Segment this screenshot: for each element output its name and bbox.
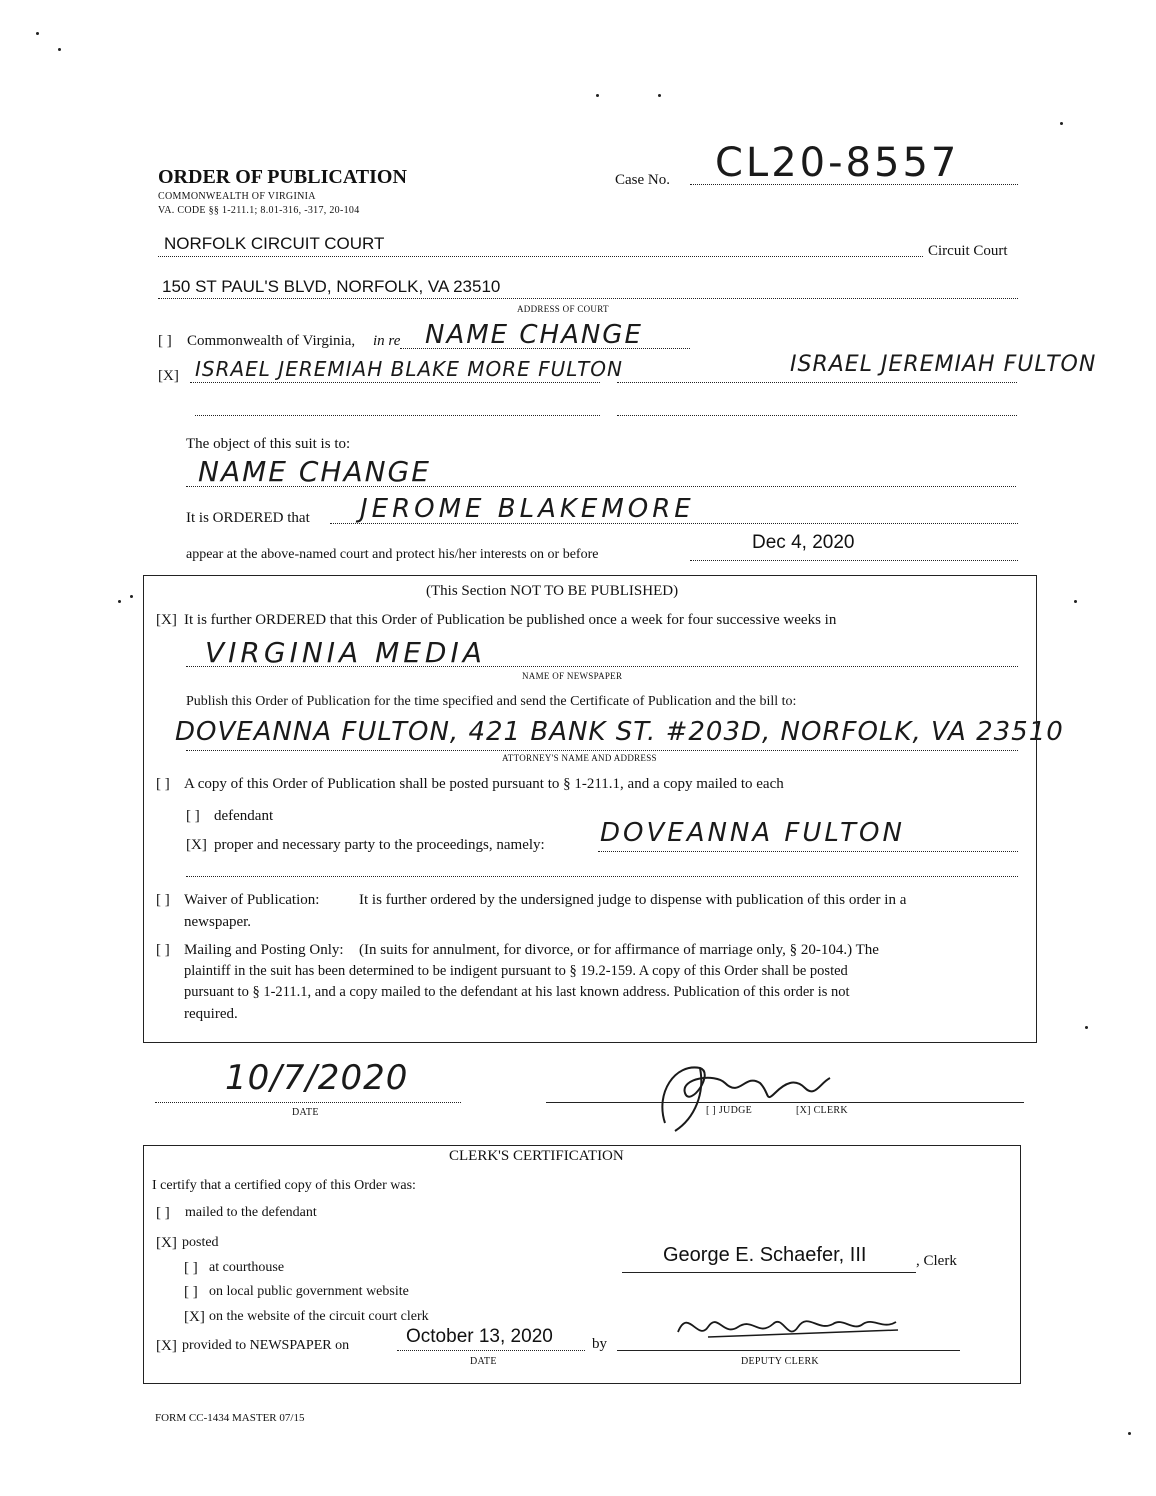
party-proceedings-text: proper and necessary party to the proceedings, namely: bbox=[214, 837, 545, 853]
provided-date-line bbox=[397, 1350, 585, 1351]
waiver-checkbox: [ ] bbox=[156, 892, 170, 908]
courthouse-label: at courthouse bbox=[209, 1260, 285, 1275]
provided-checkbox: [X] bbox=[156, 1338, 177, 1354]
party-left-line bbox=[190, 382, 600, 383]
waiver-text: It is further ordered by the undersigned judge to dispense with publication of this order in a bbox=[359, 892, 907, 908]
mailing-title: Mailing and Posting Only: bbox=[184, 942, 344, 958]
waiver-title: Waiver of Publication: bbox=[184, 892, 320, 908]
mailing-checkbox: [ ] bbox=[156, 942, 170, 958]
commonwealth-checkbox: [ ] bbox=[158, 333, 172, 349]
certification-heading: CLERK'S CERTIFICATION bbox=[449, 1148, 624, 1164]
appear-date: Dec 4, 2020 bbox=[752, 532, 855, 553]
provided-date-caption: DATE bbox=[470, 1356, 497, 1367]
appear-date-line bbox=[690, 560, 1018, 561]
clerk-name-line bbox=[622, 1272, 916, 1273]
by-label: by bbox=[592, 1336, 607, 1352]
waiver-text-2: newspaper. bbox=[184, 914, 252, 930]
judge-signature bbox=[645, 1053, 855, 1133]
scan-speck bbox=[1085, 1026, 1088, 1029]
object-line bbox=[186, 486, 1016, 487]
party-checkbox: [X] bbox=[158, 368, 179, 384]
defendant-label: defendant bbox=[214, 808, 274, 824]
mailing-line-2: plaintiff in the suit has been determined to be indigent pursuant to § 19.2-159. A copy of this Order shall be posted bbox=[184, 963, 848, 979]
case-label: Case No. bbox=[615, 172, 670, 188]
scan-speck bbox=[36, 32, 39, 35]
posting-checkbox: [ ] bbox=[156, 776, 170, 792]
posted-checkbox: [X] bbox=[156, 1235, 177, 1251]
address-caption: ADDRESS OF COURT bbox=[517, 304, 609, 314]
publication-section-heading: (This Section NOT TO BE PUBLISHED) bbox=[426, 583, 679, 599]
further-ordered-text: It is further ORDERED that this Order of Publication be published once a week for four successive weeks in bbox=[184, 612, 837, 628]
attorney-caption: ATTORNEY'S NAME AND ADDRESS bbox=[502, 753, 657, 763]
party-proceedings-line-2 bbox=[186, 876, 1018, 877]
commonwealth-text: Commonwealth of Virginia, bbox=[187, 333, 356, 349]
deputy-clerk-line bbox=[617, 1350, 960, 1351]
appear-text: appear at the above-named court and protect his/her interests on or before bbox=[186, 547, 599, 562]
party-proceedings-line bbox=[598, 851, 1018, 852]
deputy-clerk-caption: DEPUTY CLERK bbox=[741, 1356, 819, 1367]
court-address: 150 ST PAUL'S BLVD, NORFOLK, VA 23510 bbox=[162, 277, 501, 296]
party-left-line-2 bbox=[195, 415, 600, 416]
scan-speck bbox=[1074, 600, 1077, 603]
ordered-label: It is ORDERED that bbox=[186, 510, 310, 526]
attorney-name-address: DOVEANNA FULTON, 421 BANK ST. #203D, NORFOLK, VA 23510 bbox=[175, 717, 1064, 747]
va-code: VA. CODE §§ 1-211.1; 8.01-316, -317, 20-104 bbox=[158, 205, 360, 216]
signature-date-line bbox=[155, 1102, 461, 1103]
clerk-suffix: , Clerk bbox=[916, 1253, 957, 1269]
scan-speck bbox=[658, 94, 661, 97]
clerk-website-checkbox: [X] bbox=[184, 1309, 205, 1325]
gov-website-checkbox: [ ] bbox=[184, 1284, 198, 1300]
provided-date: October 13, 2020 bbox=[406, 1326, 553, 1347]
judge-signature-line bbox=[546, 1102, 1024, 1103]
clerk-name: George E. Schaefer, III bbox=[663, 1244, 867, 1266]
in-re-label: in re bbox=[373, 333, 401, 349]
form-title: ORDER OF PUBLICATION bbox=[158, 166, 407, 188]
court-address-line bbox=[158, 298, 1018, 299]
posting-text: A copy of this Order of Publication shall be posted pursuant to § 1-211.1, and a copy mailed to each bbox=[184, 776, 784, 792]
commonwealth-label: COMMONWEALTH OF VIRGINIA bbox=[158, 191, 316, 202]
scan-speck bbox=[1060, 122, 1063, 125]
circuit-court-suffix: Circuit Court bbox=[928, 243, 1008, 259]
signature-date: 10/7/2020 bbox=[225, 1058, 409, 1098]
form-number: FORM CC-1434 MASTER 07/15 bbox=[155, 1412, 305, 1424]
newspaper-line bbox=[186, 666, 1018, 667]
party-left-name: ISRAEL JEREMIAH BLAKE MORE FULTON bbox=[195, 357, 623, 381]
party-right-line bbox=[617, 382, 1017, 383]
in-re-value: NAME CHANGE bbox=[425, 320, 643, 350]
court-name-line bbox=[158, 256, 923, 257]
party-right-line-2 bbox=[617, 415, 1017, 416]
mailed-label: mailed to the defendant bbox=[185, 1205, 317, 1220]
ordered-value: JEROME BLAKEMORE bbox=[360, 494, 695, 524]
provided-label: provided to NEWSPAPER on bbox=[182, 1338, 350, 1353]
scan-speck bbox=[1128, 1432, 1131, 1435]
clerk-checkbox-label: [X] CLERK bbox=[796, 1105, 848, 1116]
deputy-clerk-signature bbox=[668, 1302, 908, 1352]
scan-speck bbox=[596, 94, 599, 97]
newspaper-caption: NAME OF NEWSPAPER bbox=[522, 671, 623, 681]
object-value: NAME CHANGE bbox=[198, 455, 431, 488]
mailing-line-4: required. bbox=[184, 1006, 238, 1022]
party-proceedings-name: DOVEANNA FULTON bbox=[600, 818, 905, 848]
scan-speck bbox=[118, 600, 121, 603]
further-checkbox: [X] bbox=[156, 612, 177, 628]
scan-speck bbox=[58, 48, 61, 51]
defendant-checkbox: [ ] bbox=[186, 808, 200, 824]
attorney-line bbox=[186, 750, 1018, 751]
newspaper-name: VIRGINIA MEDIA bbox=[205, 636, 486, 669]
object-label: The object of this suit is to: bbox=[186, 436, 351, 452]
signature-date-caption: DATE bbox=[292, 1107, 319, 1118]
mailed-checkbox: [ ] bbox=[156, 1205, 170, 1221]
scan-speck bbox=[130, 595, 133, 598]
clerk-website-label: on the website of the circuit court clerk bbox=[209, 1309, 429, 1324]
gov-website-label: on local public government website bbox=[209, 1284, 409, 1299]
case-number: CL20-8557 bbox=[715, 140, 960, 186]
courthouse-checkbox: [ ] bbox=[184, 1260, 198, 1276]
mailing-line-3: pursuant to § 1-211.1, and a copy mailed to the defendant at his last known address. Publication of this order is not bbox=[184, 984, 850, 1000]
party-right-name: ISRAEL JEREMIAH FULTON bbox=[790, 352, 1097, 377]
certification-intro: I certify that a certified copy of this Order was: bbox=[152, 1178, 416, 1193]
publish-text: Publish this Order of Publication for the time specified and send the Certificate of Publication and the bill to: bbox=[186, 694, 797, 709]
party-proceedings-checkbox: [X] bbox=[186, 837, 207, 853]
mailing-line-1: (In suits for annulment, for divorce, or for affirmance of marriage only, § 20-104.) The bbox=[359, 942, 879, 958]
judge-checkbox-label: [ ] JUDGE bbox=[706, 1105, 753, 1116]
posted-label: posted bbox=[182, 1235, 219, 1250]
court-name: NORFOLK CIRCUIT COURT bbox=[164, 234, 385, 253]
